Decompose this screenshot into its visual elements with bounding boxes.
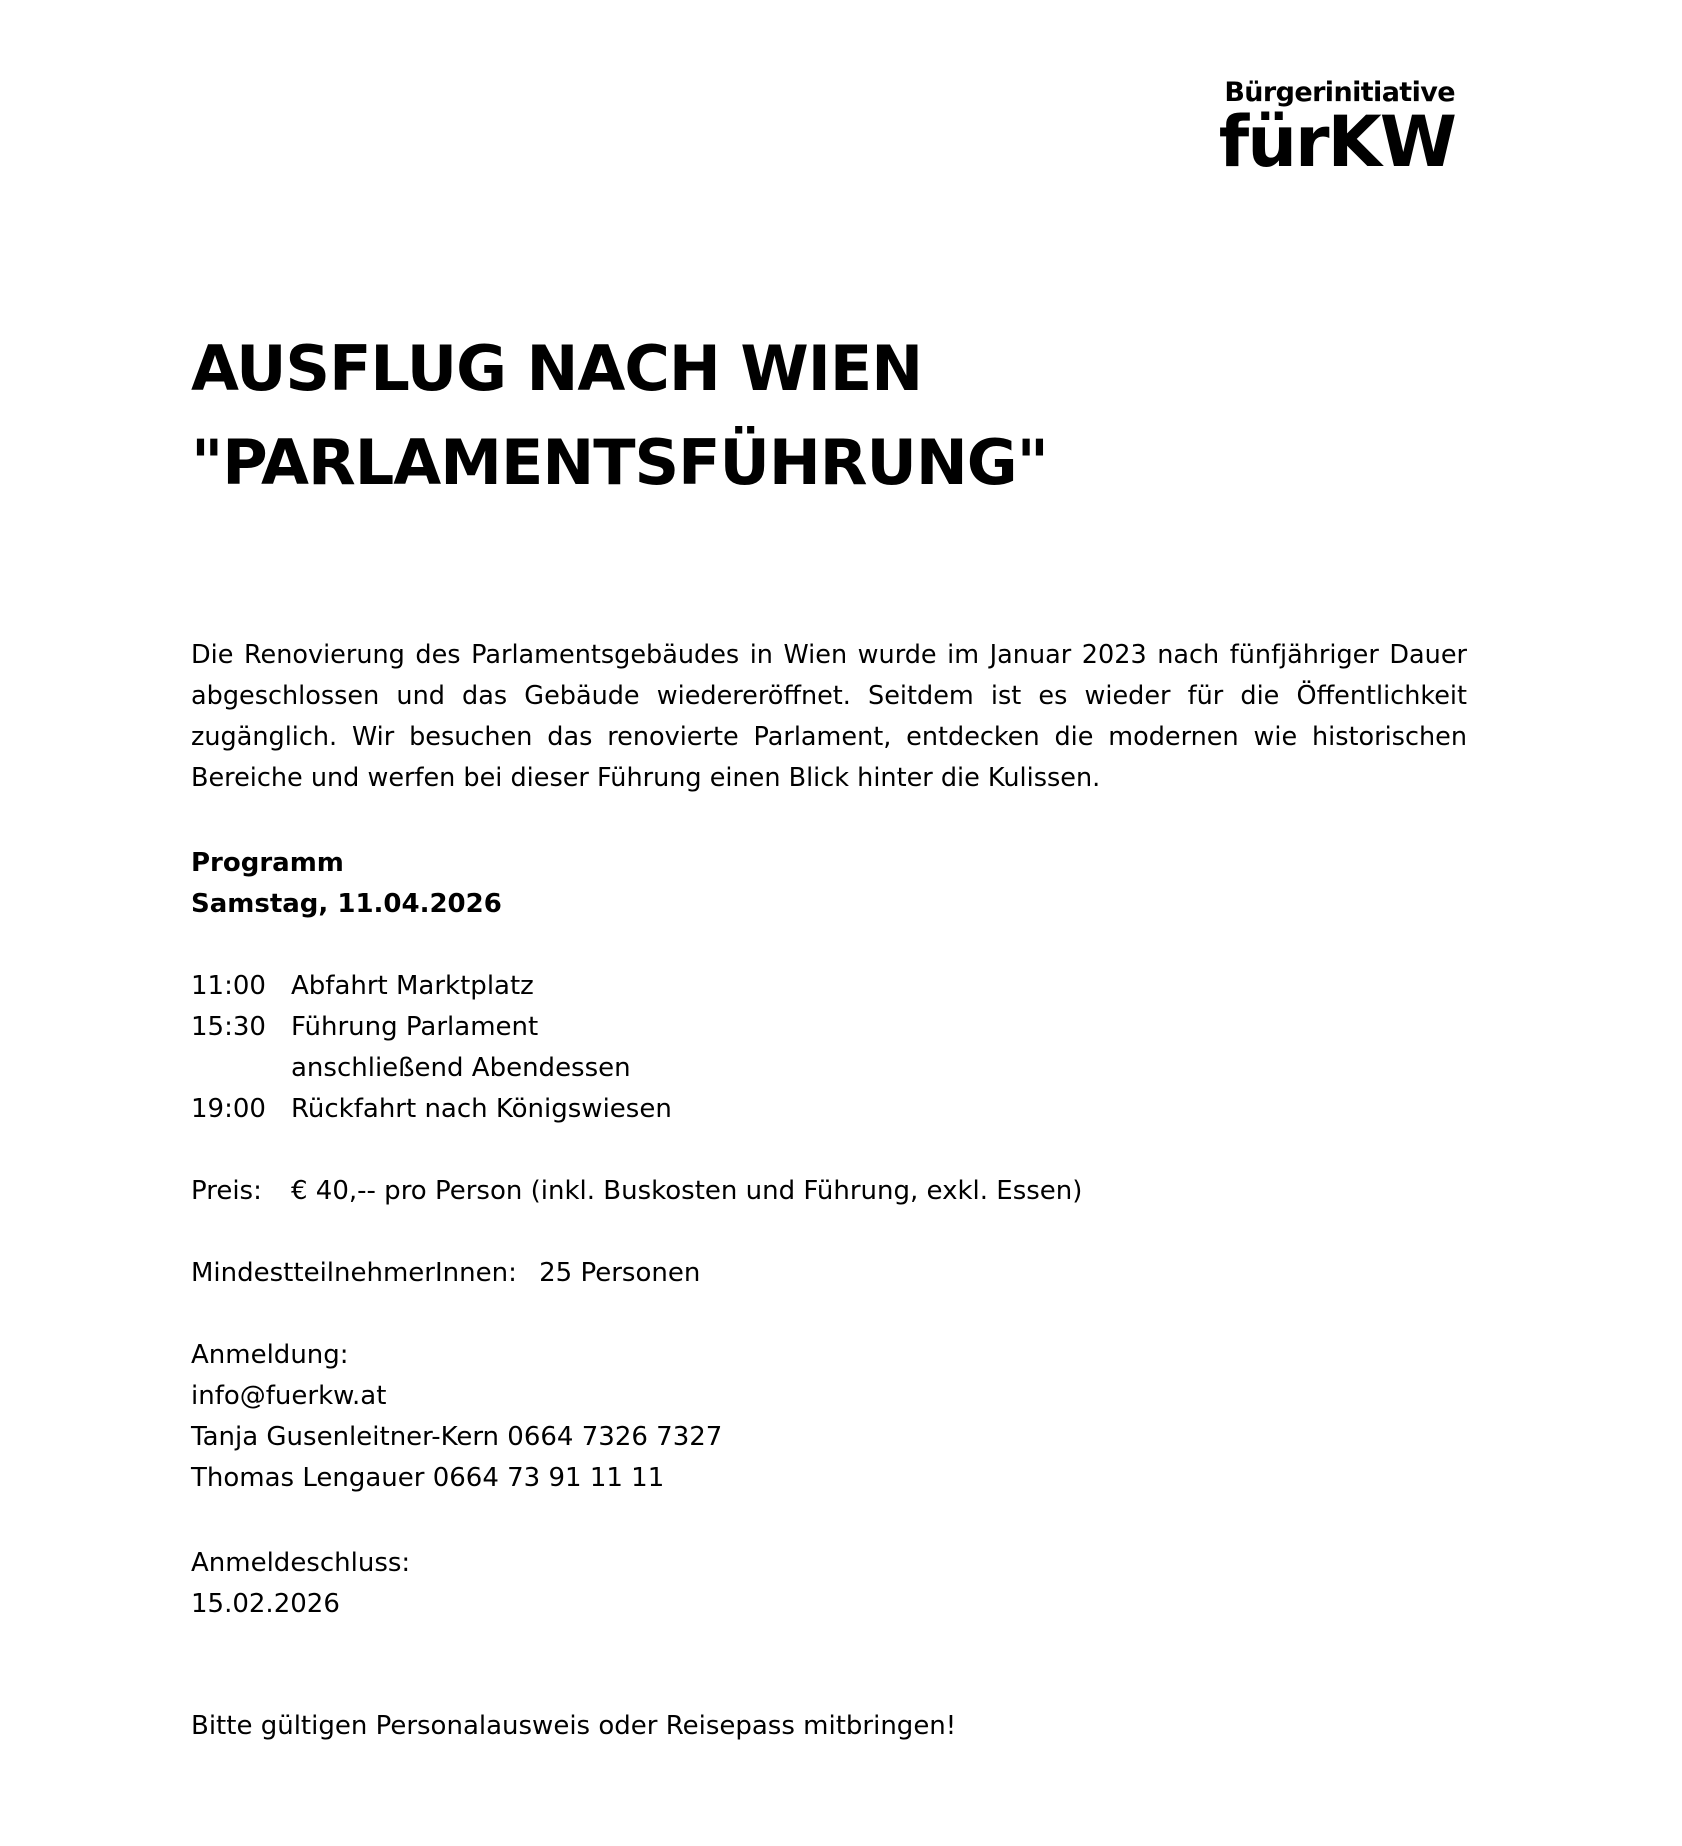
intro-paragraph: Die Renovierung des Parlamentsgebäudes in Wien wurde im Januar 2023 nach fünfjähriger Dauer abgeschlossen und das Gebäude wiedereröffnet. Seitdem ist es wieder für die Öffentlichkeit zugänglich. Wir besuchen das renovierte Parlament, entdecken die modernen wie historischen Bereiche und werfen bei dieser Führung einen Blick hinter die Kulissen. xyxy=(191,640,1467,793)
program-date: Samstag, 11.04.2026 xyxy=(191,889,502,919)
schedule-row xyxy=(191,1007,672,1048)
price-value: € 40,-- pro Person (inkl. Buskosten und Führung, exkl. Essen) xyxy=(291,1176,1083,1206)
logo-subtitle: Bürgerinitiative xyxy=(1224,77,1455,108)
schedule-row xyxy=(191,966,672,1007)
registration-label: Anmeldung: xyxy=(191,1340,349,1370)
price xyxy=(191,1171,1082,1212)
schedule-time: 15:30 xyxy=(191,1012,266,1042)
title-line-1: AUSFLUG NACH WIEN xyxy=(191,332,923,405)
logo-wordmark: fürKW xyxy=(1218,101,1455,183)
program-label: Programm xyxy=(191,848,344,878)
page-title xyxy=(191,322,1467,510)
schedule-row xyxy=(191,1089,672,1130)
registration-email[interactable]: info@fuerkw.at xyxy=(191,1381,387,1411)
schedule-time: 11:00 xyxy=(191,971,266,1001)
logo xyxy=(1205,76,1455,183)
deadline-date: 15.02.2026 xyxy=(191,1589,340,1619)
schedule-desc: Abfahrt Marktplatz xyxy=(291,971,534,1001)
min-participants xyxy=(191,1253,700,1294)
program-heading xyxy=(191,843,502,925)
min-participants-value: 25 Personen xyxy=(539,1258,701,1288)
registration xyxy=(191,1335,722,1499)
schedule-desc: anschließend Abendessen xyxy=(291,1053,631,1083)
schedule-time: 19:00 xyxy=(191,1094,266,1124)
id-note: Bitte gültigen Personalausweis oder Reisepass mitbringen! xyxy=(191,1711,957,1741)
title-line-2: "PARLAMENTSFÜHRUNG" xyxy=(191,426,1048,499)
schedule-desc: Rückfahrt nach Königswiesen xyxy=(291,1094,672,1124)
price-label: Preis: xyxy=(191,1176,262,1206)
min-participants-label: MindestteilnehmerInnen: xyxy=(191,1258,517,1288)
schedule-row xyxy=(191,1048,672,1089)
registration-deadline xyxy=(191,1543,410,1625)
schedule xyxy=(191,966,672,1130)
registration-contact: Tanja Gusenleitner-Kern 0664 7326 7327 xyxy=(191,1422,723,1452)
schedule-desc: Führung Parlament xyxy=(291,1012,539,1042)
schedule-time xyxy=(191,1048,291,1089)
deadline-label: Anmeldeschluss: xyxy=(191,1548,411,1578)
registration-contact: Thomas Lengauer 0664 73 91 11 11 xyxy=(191,1463,665,1493)
